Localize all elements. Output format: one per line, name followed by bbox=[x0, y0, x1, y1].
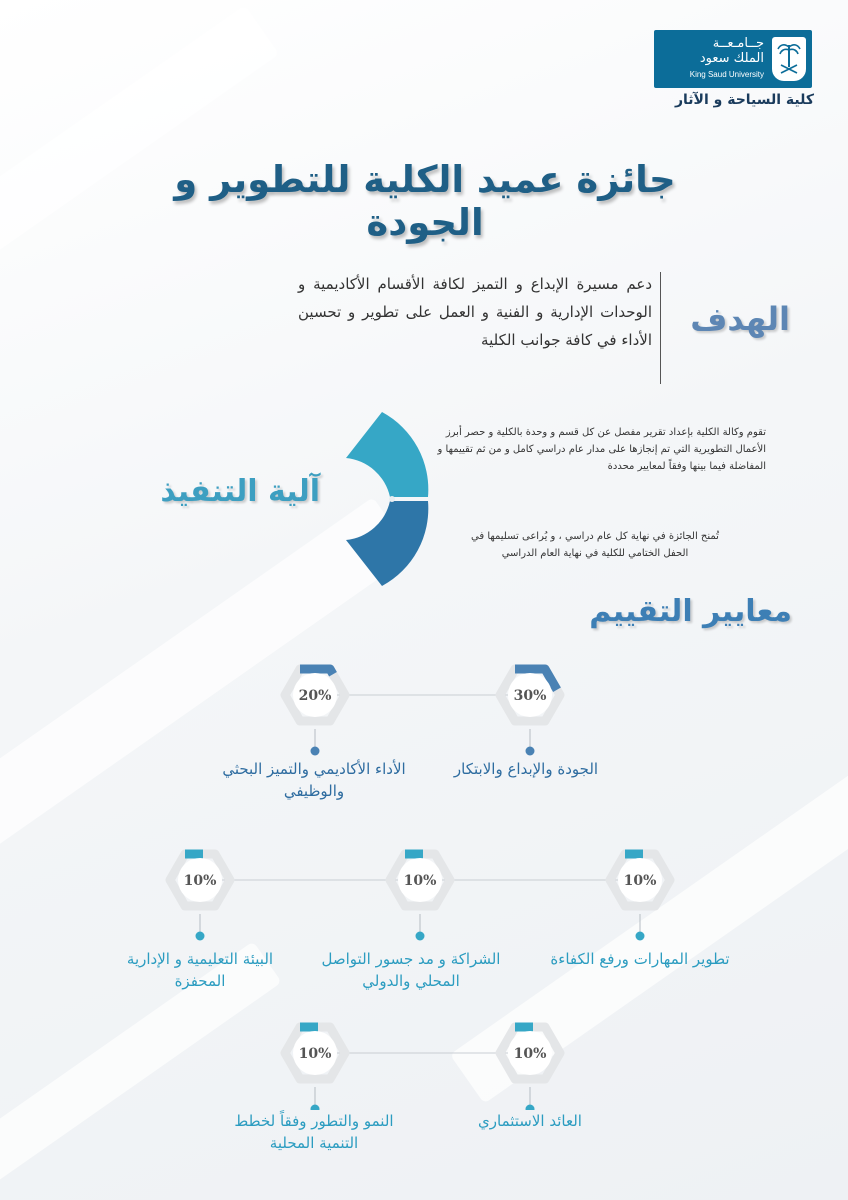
criterion-percent: 20% bbox=[298, 688, 332, 704]
mechanism-ring-bottom-segment bbox=[346, 501, 428, 586]
criterion-badge bbox=[170, 854, 230, 941]
page-title: جائزة عميد الكلية للتطوير و الجودة bbox=[174, 158, 676, 244]
criterion-badge bbox=[500, 669, 560, 756]
criterion-badge bbox=[285, 1027, 345, 1110]
criterion-label-skills: تطوير المهارات ورفع الكفاءة bbox=[550, 950, 730, 968]
criterion-percent: 10% bbox=[513, 1046, 547, 1062]
criteria-diagram bbox=[0, 640, 848, 1110]
criterion-label-quality: الجودة والإبداع والابتكار bbox=[453, 760, 599, 778]
criterion-label-growth: النمو والتطور وفقاً لخطط التنمية المحلية bbox=[234, 1112, 394, 1152]
criterion-percent: 10% bbox=[298, 1046, 332, 1062]
mechanism-half-ring bbox=[340, 410, 440, 590]
criterion-label-academic: الأداء الأكاديمي والتميز البحثي والوظيفي bbox=[222, 760, 406, 800]
goal-heading: الهدف bbox=[690, 300, 790, 338]
criterion-dot bbox=[636, 932, 645, 941]
college-name: كلية السياحة و الآثار bbox=[674, 92, 814, 108]
criterion-dot bbox=[416, 932, 425, 941]
criteria-heading: معايير التقييم bbox=[589, 594, 792, 629]
mechanism-heading: آلية التنفيذ bbox=[160, 474, 320, 509]
mechanism-step-1: تقوم وكالة الكلية بإعداد تقرير مفصل عن كل قسم و وحدة بالكلية و حصر أبرز الأعمال التطويرية التي تم إنجازها على مدار عام دراسي كامل و من ثم تقييمها و المفاضلة فيما بينها وفقاً لمعايير محددة bbox=[437, 427, 766, 472]
criterion-dot bbox=[526, 747, 535, 756]
background-shape bbox=[0, 5, 279, 295]
mechanism-step-2: تُمنح الجائزة في نهاية كل عام دراسي ، و يُراعى تسليمها في الحفل الختامي للكلية في نهاية العام الدراسي bbox=[471, 531, 719, 559]
criterion-badge bbox=[285, 669, 345, 756]
goal-divider bbox=[660, 272, 661, 384]
goal-text: دعم مسيرة الإبداع و التميز لكافة الأقسام الأكاديمية و الوحدات الإدارية و الفنية و العمل على تطوير و تحسين الأداء في كافة جوانب الكلية bbox=[298, 275, 652, 349]
criterion-percent: 10% bbox=[623, 873, 657, 889]
criterion-dot bbox=[311, 747, 320, 756]
criterion-badge bbox=[500, 1027, 560, 1110]
university-logo bbox=[654, 30, 812, 88]
criterion-label-investment: العائد الاستثماري bbox=[478, 1112, 582, 1130]
criterion-percent: 30% bbox=[513, 688, 547, 704]
palm-emblem-icon bbox=[772, 37, 806, 81]
university-name-arabic: جــامـعــة الملك سعود bbox=[699, 36, 764, 66]
mechanism-ring-top-segment bbox=[346, 412, 428, 497]
criterion-label-partnership: الشراكة و مد جسور التواصل المحلي والدولي bbox=[321, 950, 501, 990]
criterion-label-environment: البيئة التعليمية و الإدارية المحفزة bbox=[126, 950, 274, 990]
criterion-badge bbox=[390, 854, 450, 941]
criterion-percent: 10% bbox=[183, 873, 217, 889]
criterion-dot bbox=[196, 932, 205, 941]
criterion-badge bbox=[610, 854, 670, 941]
university-name-english: King Saud University bbox=[689, 70, 764, 79]
criterion-percent: 10% bbox=[403, 873, 437, 889]
